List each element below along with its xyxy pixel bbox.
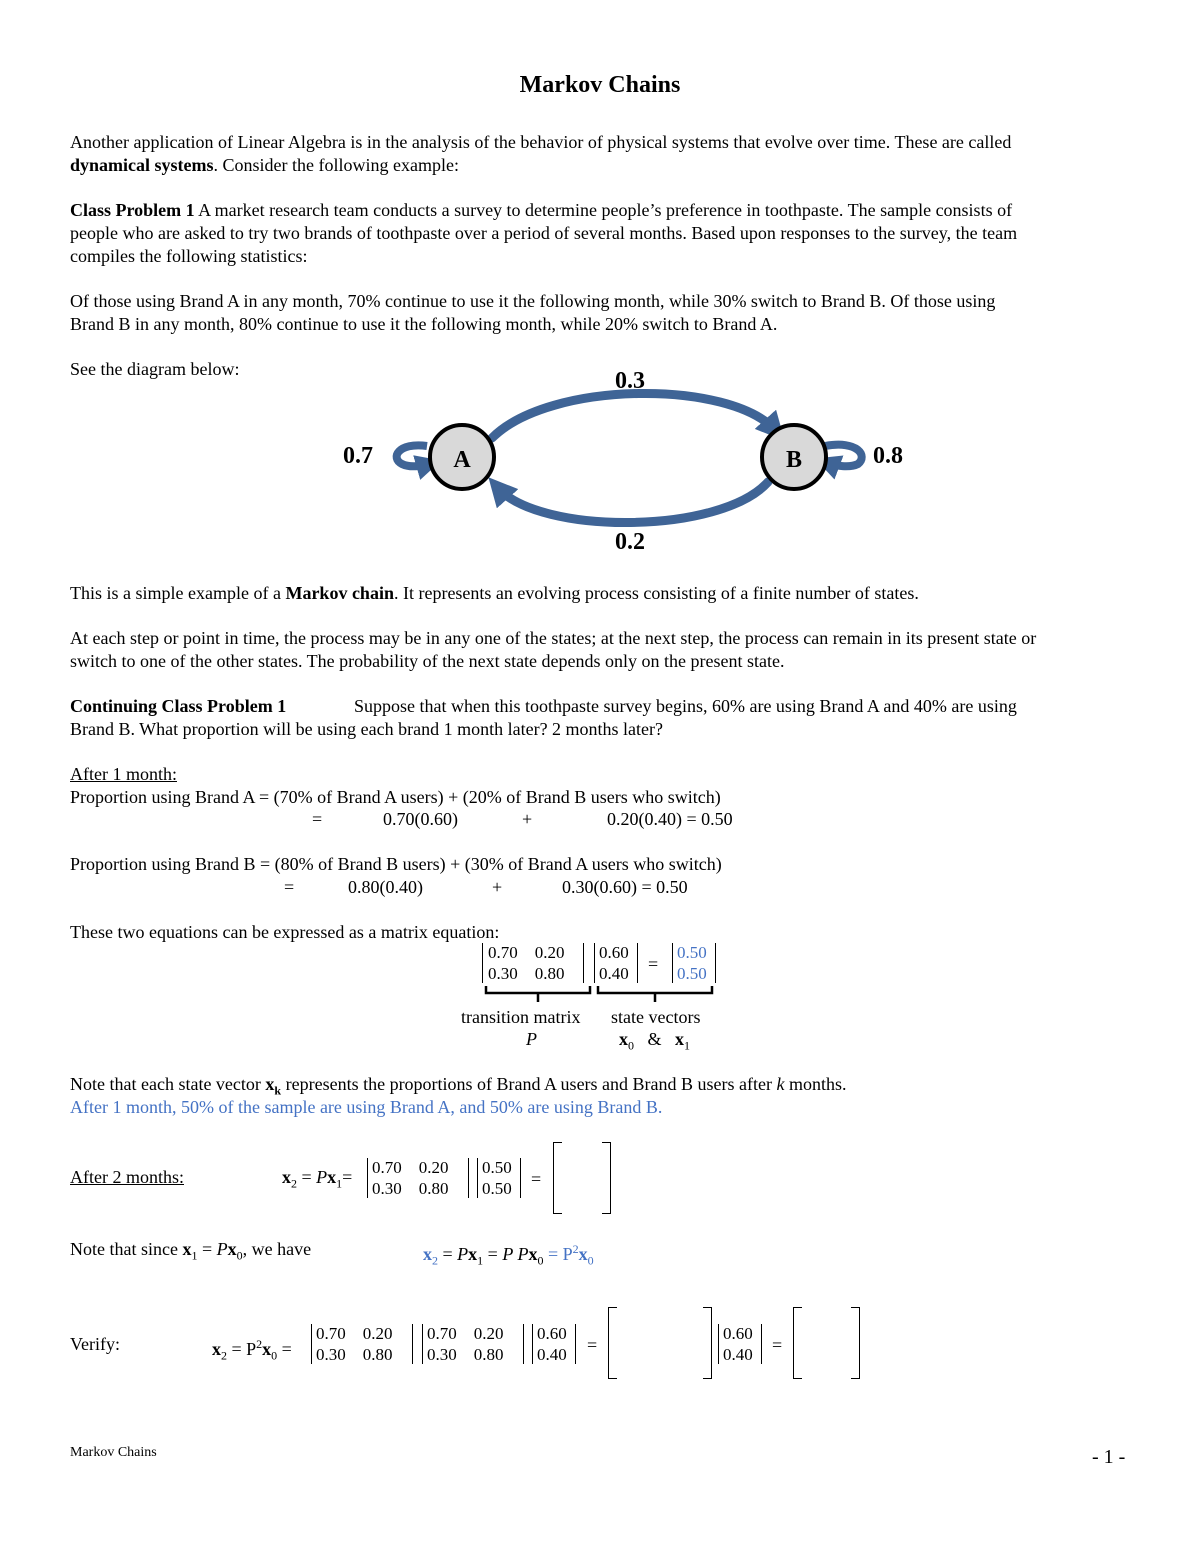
- intro-line-1: Another application of Linear Algebra is in the analysis of the behavior of physical systems that evolve over time. These are called: [70, 132, 1012, 152]
- transition-matrix: 0.70 0.20 0.30 0.80: [488, 943, 565, 983]
- continuing-line-2: Brand B. What proportion will be using each brand 1 month later? 2 months later?: [70, 719, 664, 739]
- x1-vector: 0.50 0.50: [677, 943, 707, 983]
- after2-answer-right-bracket: [602, 1142, 611, 1214]
- prob-a-to-a: 0.7: [343, 443, 373, 469]
- stats-line-2: Brand B in any month, 80% continue to use it the following month, while 20% switch to Brand A.: [70, 314, 778, 334]
- term-dynamical-systems: dynamical systems: [70, 155, 214, 175]
- intro-line-2: dynamical systems. Consider the following example:: [70, 155, 459, 175]
- after-2-equation: $x_2 = Px_1=$: [282, 1167, 353, 1191]
- after2-vector: 0.50 0.50: [482, 1158, 512, 1198]
- brace-transition-matrix: [486, 986, 590, 1002]
- page-number: - 1 -: [1092, 1446, 1126, 1468]
- proportion-b-equals: =: [284, 877, 295, 897]
- verify-label: Verify:: [70, 1334, 120, 1354]
- markov-diagram: [330, 360, 920, 560]
- after-1-month-result: After 1 month, 50% of the sample are using Brand A, and 50% are using Brand B.: [70, 1097, 663, 1117]
- verify-equals-2: =: [772, 1335, 783, 1355]
- after-1-month-heading: After 1 month:: [70, 764, 177, 784]
- proportion-b-plus: +: [492, 877, 503, 897]
- continuing-label: Continuing Class Problem 1: [70, 696, 287, 716]
- label-P: P: [526, 1029, 537, 1049]
- arrow-a-self-loop: [397, 445, 429, 466]
- verify-answer-left-bracket: [608, 1307, 617, 1379]
- verify-lhs: $x_2 = P^2x_0$ =: [212, 1337, 292, 1363]
- label-transition-matrix: transition matrix: [461, 1007, 581, 1027]
- label-state-vectors: state vectors: [611, 1007, 701, 1027]
- prob-b-to-a: 0.2: [615, 529, 645, 555]
- prob-b-to-b: 0.8: [873, 443, 903, 469]
- x0-vector: 0.60 0.40: [599, 943, 629, 983]
- each-step-line-2: switch to one of the other states. The probability of the next state depends only on the present state.: [70, 651, 785, 671]
- page-title: Markov Chains: [519, 72, 681, 98]
- verify-vector-2: 0.60 0.40: [723, 1324, 753, 1364]
- since-note: Note that since $x_1 = Px_0$, we have: [70, 1239, 312, 1263]
- problem-line-2: people who are asked to try two brands of toothpaste over a period of several months. Based upon responses to the survey, the team: [70, 223, 1018, 243]
- proportion-a-equals: =: [312, 809, 323, 829]
- prob-a-to-b: 0.3: [615, 368, 645, 394]
- stats-line-1: Of those using Brand A in any month, 70% continue to use it the following month, while 30% switch to Brand B. Of those using: [70, 291, 996, 311]
- proportion-a-plus: +: [522, 809, 533, 829]
- after2-answer-left-bracket: [553, 1142, 562, 1214]
- markov-definition: This is a simple example of a Markov chain. It represents an evolving process consisting of a finite number of states.: [70, 583, 919, 603]
- verify-result-left-bracket: [793, 1307, 802, 1379]
- arrow-b-self-loop: [825, 445, 862, 467]
- proportion-a-term2: 0.20(0.40) = 0.50: [607, 809, 733, 829]
- see-diagram-text: See the diagram below:: [70, 359, 240, 379]
- verify-result-right-bracket: [851, 1307, 860, 1379]
- each-step-line-1: At each step or point in time, the process may be in any one of the states; at the next step, the process can remain in its present state or: [70, 628, 1037, 648]
- verify-equals-1: =: [587, 1335, 598, 1355]
- problem-label: Class Problem 1: [70, 200, 195, 220]
- arrow-a-to-b: [492, 393, 775, 438]
- after-2-months-heading: After 2 months:: [70, 1167, 184, 1187]
- state-b-label: B: [785, 447, 803, 473]
- proportion-b-line: Proportion using Brand B = (80% of Brand B users) + (30% of Brand A users who switch): [70, 854, 722, 874]
- problem-line-1: Class Problem 1 A market research team conducts a survey to determine people’s preference in toothpaste. The sample consists of: [70, 200, 1013, 220]
- footer-left: Markov Chains: [70, 1445, 157, 1460]
- term-markov-chain: Markov chain: [285, 583, 394, 603]
- proportion-b-term2: 0.30(0.60) = 0.50: [562, 877, 688, 897]
- proportion-a-line: Proportion using Brand A = (70% of Brand A users) + (20% of Brand B users who switch): [70, 787, 721, 807]
- state-vector-note: Note that each state vector $x_k$ represents the proportions of Brand A users and Brand B users after k months.: [70, 1074, 847, 1098]
- brace-state-vectors: [598, 986, 712, 1002]
- state-a-label: A: [453, 447, 471, 473]
- verify-matrix-2: 0.70 0.20 0.30 0.80: [427, 1324, 504, 1364]
- verify-vector: 0.60 0.40: [537, 1324, 567, 1364]
- problem-line-3: compiles the following statistics:: [70, 246, 308, 266]
- proportion-a-term1: 0.70(0.60): [383, 809, 458, 829]
- verify-matrix-1: 0.70 0.20 0.30 0.80: [316, 1324, 393, 1364]
- after2-transition-matrix: 0.70 0.20 0.30 0.80: [372, 1158, 449, 1198]
- since-chain: $x_2 = Px_1 = P$ $Px_0 = P^2x_0$: [423, 1242, 594, 1268]
- matrix-equals: =: [648, 954, 659, 974]
- arrow-b-to-a: [498, 482, 768, 523]
- continuing-line-1: Suppose that when this toothpaste survey begins, 60% are using Brand A and 40% are using: [354, 696, 1017, 716]
- verify-answer-right-bracket: [703, 1307, 712, 1379]
- label-x0-and-x1: $x_0$ & $x_1$: [619, 1029, 691, 1053]
- matrix-equation-intro: These two equations can be expressed as a matrix equation:: [70, 922, 500, 942]
- after2-equals: =: [531, 1169, 542, 1189]
- underbraces: [480, 984, 720, 1006]
- proportion-b-term1: 0.80(0.40): [348, 877, 423, 897]
